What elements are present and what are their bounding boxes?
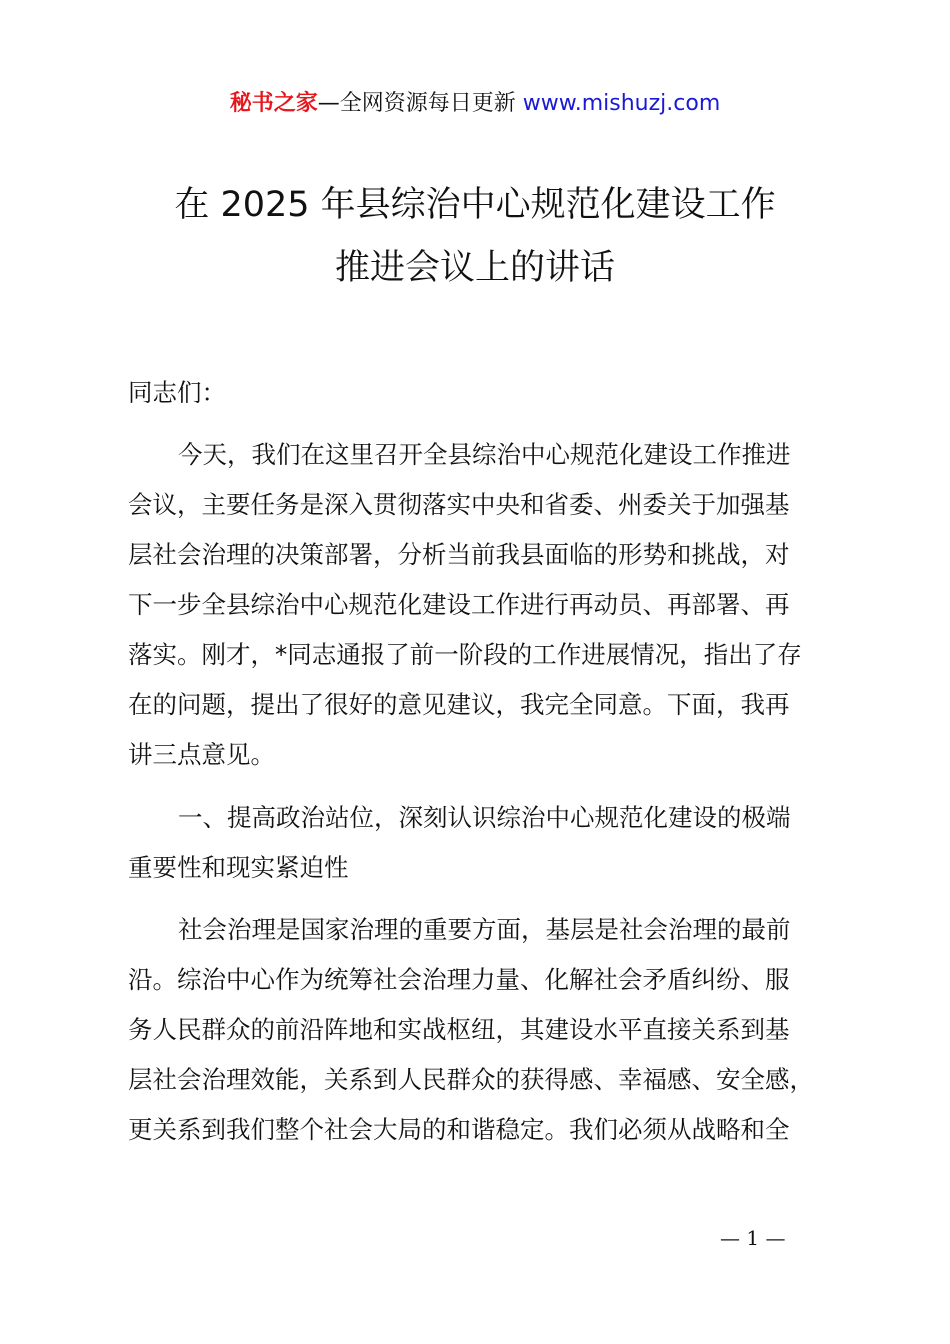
document-title-line-1: 在 2025 年县综治中心规范化建设工作 — [174, 185, 776, 225]
text-line: 层社会治理效能，关系到人民群众的获得感、幸福感、安全感， — [128, 1065, 814, 1094]
text-line: 层社会治理的决策部署，分析当前我县面临的形势和挑战，对 — [128, 540, 790, 569]
text-line: 务人民群众的前沿阵地和实战枢纽，其建设水平直接关系到基 — [128, 1015, 790, 1044]
header-tagline: —全网资源每日更新 — [317, 91, 523, 116]
brand-name: 秘书之家 — [229, 91, 318, 116]
salutation: 同志们： — [128, 378, 226, 407]
heading-line: 重要性和现实紧迫性 — [128, 853, 349, 882]
text-line: 沿。综治中心作为统筹社会治理力量、化解社会矛盾纠纷、服 — [128, 965, 790, 994]
text-line: 讲三点意见。 — [128, 740, 275, 769]
text-line: 落实。刚才，*同志通报了前一阶段的工作进展情况，指出了存 — [128, 640, 802, 669]
site-url[interactable]: www.mishuzj.com — [522, 91, 721, 116]
site-header — [0, 88, 950, 120]
text-line: 今天，我们在这里召开全县综治中心规范化建设工作推进 — [178, 440, 791, 469]
text-line: 在的问题，提出了很好的意见建议，我完全同意。下面，我再 — [128, 690, 790, 719]
text-line: 下一步全县综治中心规范化建设工作进行再动员、再部署、再 — [128, 590, 790, 619]
text-line: 会议，主要任务是深入贯彻落实中央和省委、州委关于加强基 — [128, 490, 790, 519]
text-line: 更关系到我们整个社会大局的和谐稳定。我们必须从战略和全 — [128, 1115, 790, 1144]
document-title-line-2: 推进会议上的讲话 — [334, 248, 615, 288]
heading-line: 一、提高政治站位，深刻认识综治中心规范化建设的极端 — [178, 803, 791, 832]
page-number: — 1 — — [720, 1226, 786, 1250]
text-line: 社会治理是国家治理的重要方面，基层是社会治理的最前 — [178, 915, 791, 944]
